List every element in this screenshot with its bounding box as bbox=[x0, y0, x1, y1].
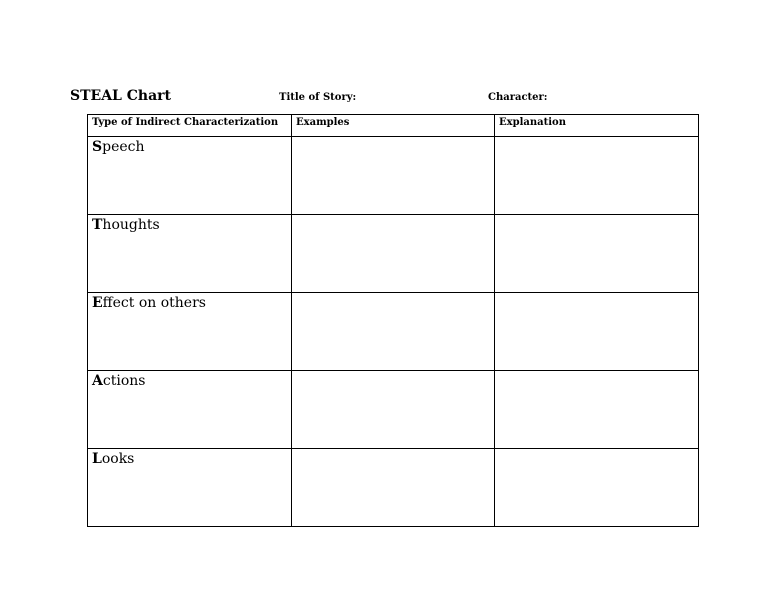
table-row bbox=[88, 371, 699, 449]
examples-cell[interactable] bbox=[292, 371, 495, 449]
column-header-examples: Examples bbox=[292, 115, 495, 137]
row-label-rest: peech bbox=[102, 139, 145, 155]
row-label-looks bbox=[88, 449, 292, 527]
table-header-row bbox=[88, 115, 699, 137]
row-label-rest: ctions bbox=[102, 373, 146, 389]
row-initial: T bbox=[92, 217, 103, 233]
row-label-speech bbox=[88, 137, 292, 215]
explanation-cell[interactable] bbox=[495, 215, 699, 293]
character-label: Character: bbox=[488, 92, 548, 103]
table-row bbox=[88, 293, 699, 371]
row-initial: E bbox=[92, 295, 103, 311]
row-label-effect-on-others bbox=[88, 293, 292, 371]
table-row bbox=[88, 215, 699, 293]
page-title: STEAL Chart bbox=[70, 88, 172, 104]
row-initial: A bbox=[92, 373, 103, 389]
explanation-cell[interactable] bbox=[495, 449, 699, 527]
row-initial: L bbox=[92, 451, 102, 467]
column-header-type: Type of Indirect Characterization bbox=[88, 115, 292, 137]
explanation-cell[interactable] bbox=[495, 371, 699, 449]
story-title-label: Title of Story: bbox=[279, 92, 357, 103]
row-initial: S bbox=[92, 139, 103, 155]
explanation-cell[interactable] bbox=[495, 293, 699, 371]
row-label-rest: houghts bbox=[102, 217, 160, 233]
examples-cell[interactable] bbox=[292, 293, 495, 371]
row-label-rest: ffect on others bbox=[102, 295, 206, 311]
explanation-cell[interactable] bbox=[495, 137, 699, 215]
examples-cell[interactable] bbox=[292, 449, 495, 527]
examples-cell[interactable] bbox=[292, 215, 495, 293]
steal-table bbox=[87, 114, 699, 527]
table-row bbox=[88, 137, 699, 215]
row-label-rest: ooks bbox=[101, 451, 135, 467]
row-label-actions bbox=[88, 371, 292, 449]
examples-cell[interactable] bbox=[292, 137, 495, 215]
row-label-thoughts bbox=[88, 215, 292, 293]
table-row bbox=[88, 449, 699, 527]
column-header-explanation: Explanation bbox=[495, 115, 699, 137]
